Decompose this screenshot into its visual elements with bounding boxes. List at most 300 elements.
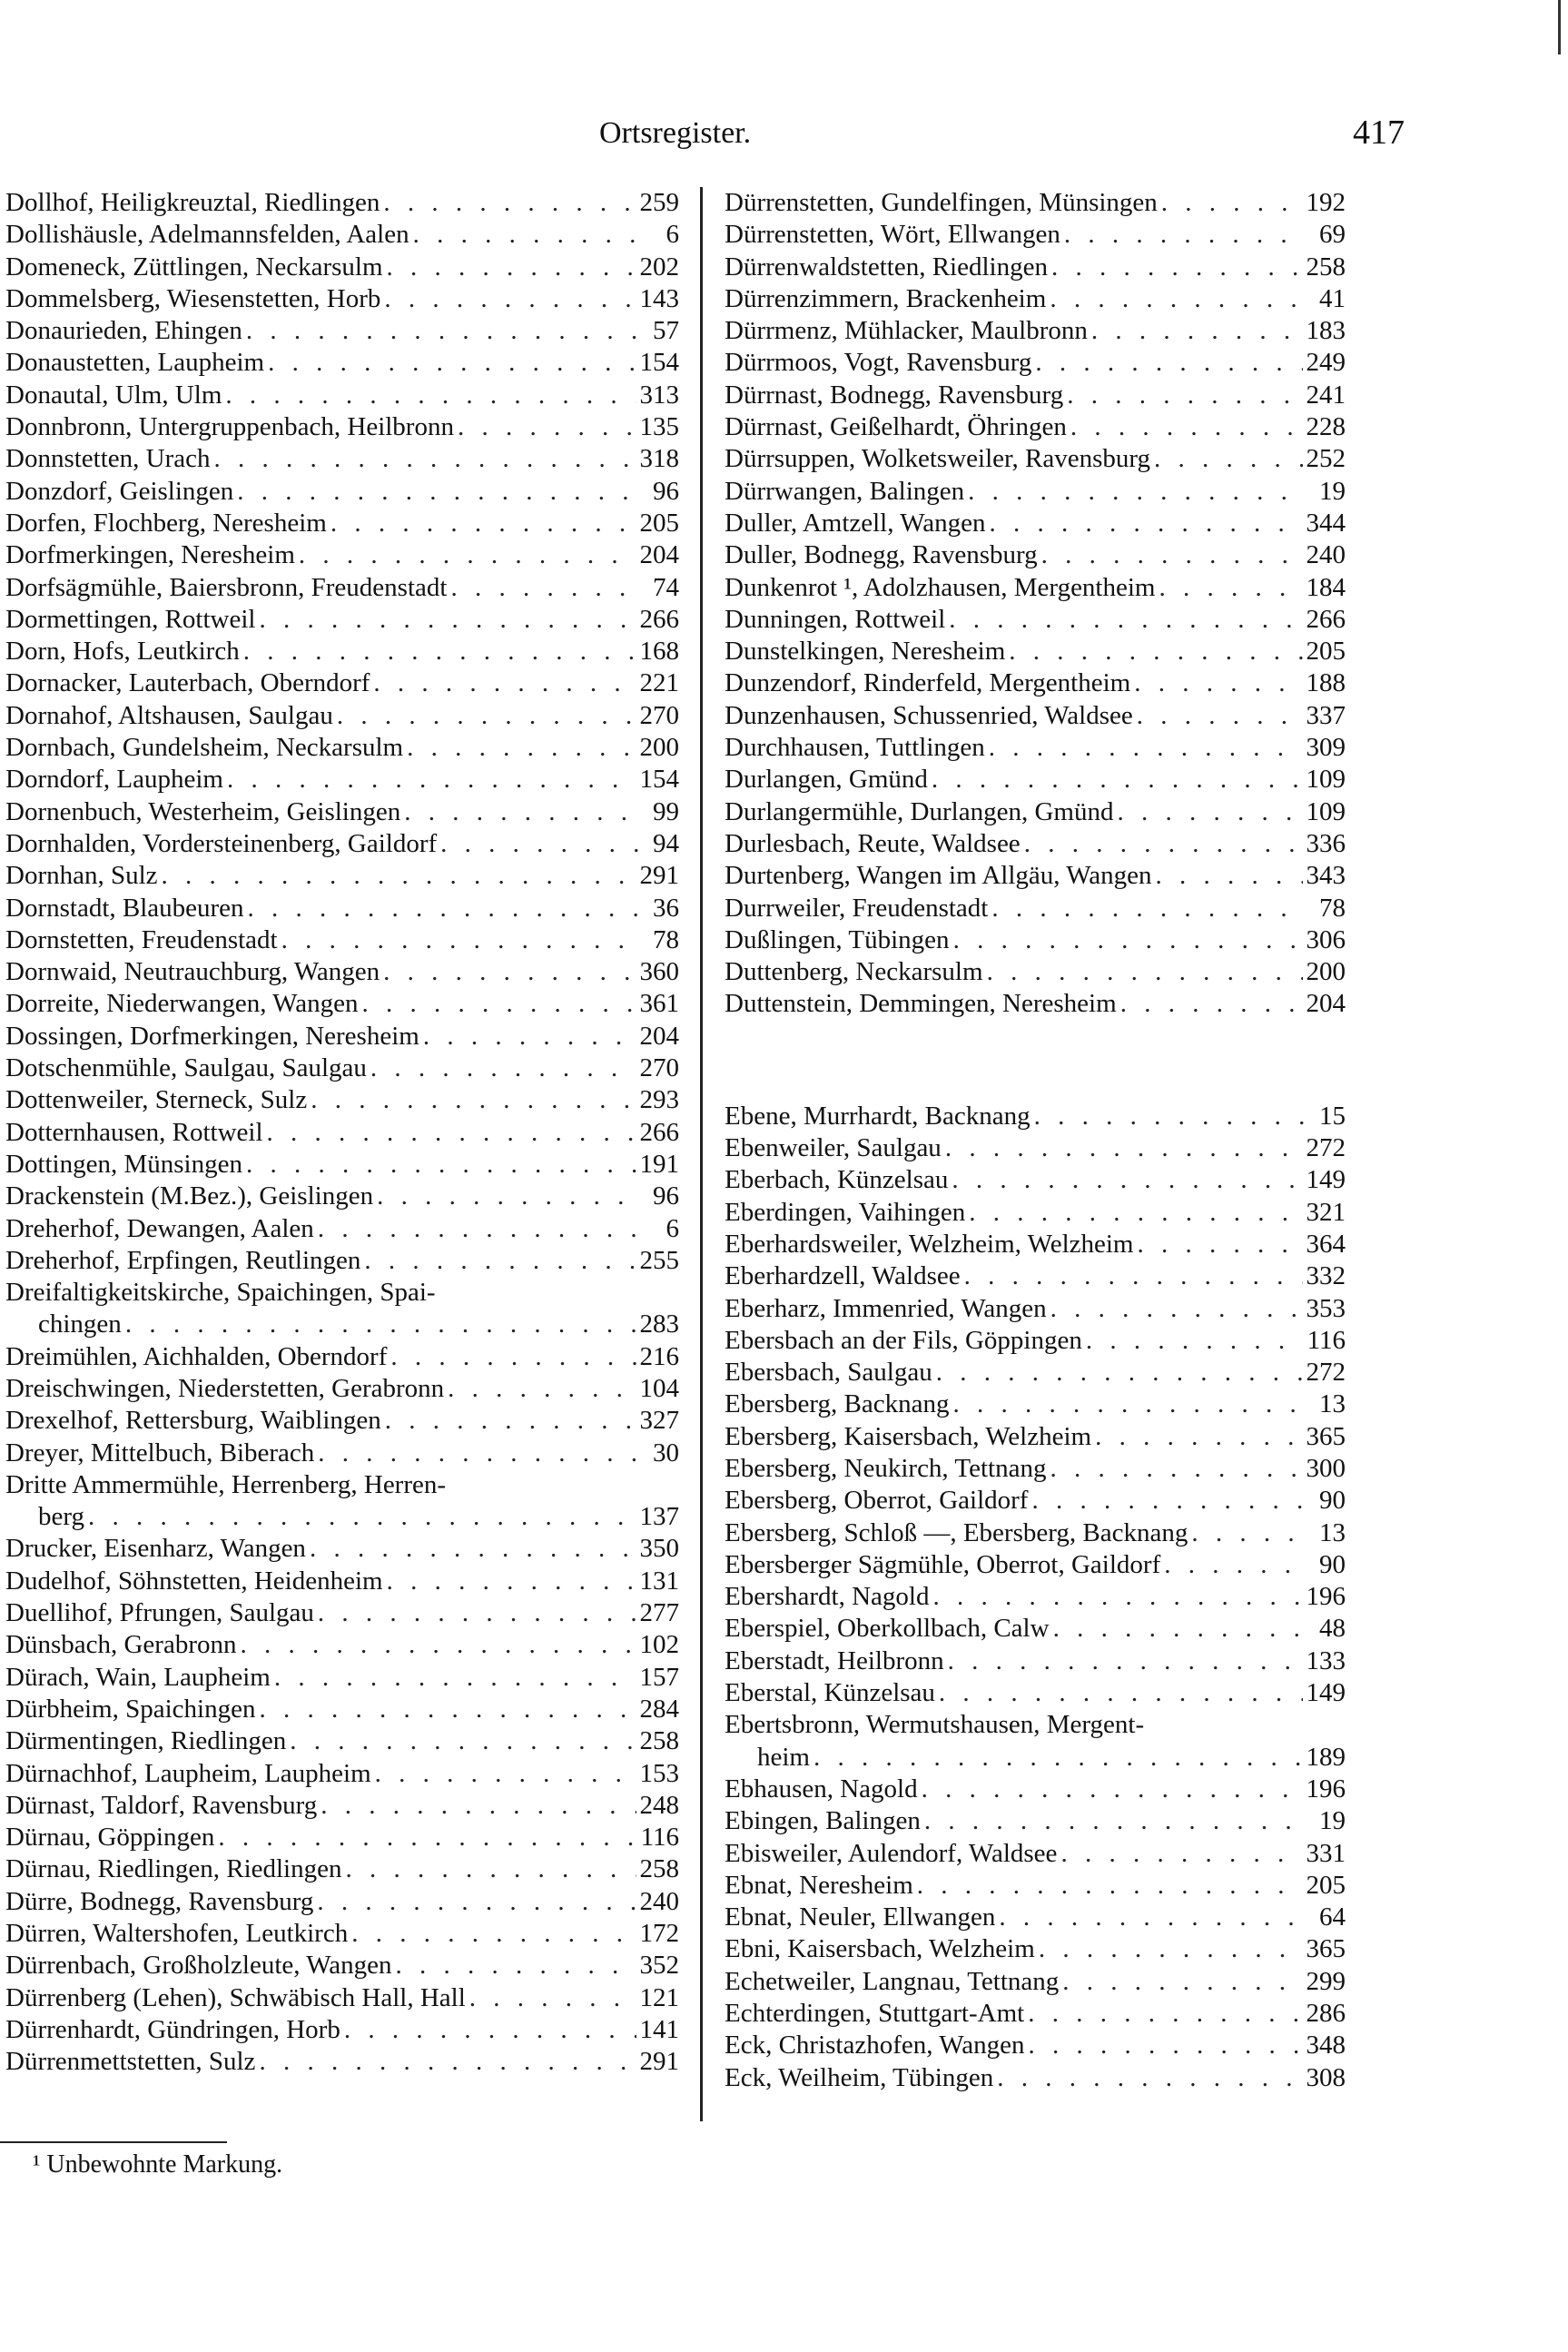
dot-leader: [997, 2062, 1302, 2094]
place-name: Dornahof, Altshausen, Saulgau: [5, 700, 333, 730]
index-entry: [725, 828, 1346, 860]
dot-leader: [1009, 636, 1302, 667]
place-name: Dorfmerkingen, Neresheim: [5, 540, 295, 570]
page-reference: 157: [639, 1662, 679, 1692]
dot-leader: [952, 1164, 1302, 1196]
page-reference: 277: [639, 1598, 679, 1628]
place-name: Dotternhausen, Rottweil: [5, 1117, 263, 1147]
page-reference: 248: [639, 1790, 679, 1820]
place-name: Ebingen, Balingen: [725, 1806, 921, 1836]
page-reference: 135: [639, 412, 679, 442]
place-name: Dornstetten, Freudenstadt: [5, 924, 278, 954]
place-name: Dollishäusle, Adelmannsfelden, Aalen: [5, 220, 409, 250]
page-reference: 57: [653, 316, 679, 346]
index-entry: [5, 1886, 679, 1918]
index-entry: [5, 1277, 679, 1309]
dot-leader: [1053, 1613, 1306, 1645]
dot-leader: [1051, 252, 1303, 283]
place-name: Dürrsuppen, Wolketsweiler, Ravensburg: [725, 444, 1151, 474]
page-reference: 13: [1319, 1517, 1346, 1547]
index-entry: [725, 1645, 1346, 1677]
place-name: Dreimühlen, Aichhalden, Oberndorf: [5, 1341, 388, 1371]
page-reference: 291: [639, 2047, 679, 2077]
footnote-rule: [0, 2141, 227, 2143]
place-name: Dunzenhausen, Schussenried, Waldsee: [725, 700, 1133, 730]
dot-leader: [1029, 2030, 1303, 2061]
place-name: Dunningen, Rottweil: [725, 604, 946, 634]
dot-leader: [1050, 1453, 1302, 1485]
index-entry: [5, 636, 679, 667]
index-entry: [725, 1581, 1346, 1613]
index-entry: [5, 315, 679, 347]
page-reference: 69: [1319, 220, 1346, 250]
place-name: Ebersberg, Oberrot, Gaildorf: [725, 1486, 1029, 1516]
page-reference: 36: [653, 893, 679, 923]
index-entry: [5, 1149, 679, 1181]
dot-leader: [218, 1822, 636, 1853]
place-name: Durrweiler, Freudenstadt: [725, 893, 989, 923]
place-name: Duller, Amtzell, Wangen: [725, 508, 986, 538]
dot-leader: [458, 411, 636, 443]
index-entry: [725, 1197, 1346, 1229]
page-reference: 74: [653, 572, 679, 602]
dot-leader: [390, 1341, 636, 1373]
place-name: Dürrwangen, Balingen: [725, 476, 965, 506]
index-entry: [725, 1293, 1346, 1325]
page-reference: 94: [653, 828, 679, 858]
page-reference: 96: [653, 1181, 679, 1211]
dot-leader: [259, 2046, 636, 2078]
dot-leader: [243, 636, 636, 667]
dot-leader: [240, 1629, 636, 1661]
index-entry: [5, 1725, 679, 1757]
dot-leader: [281, 924, 639, 956]
index-entry: [725, 1998, 1346, 2030]
dot-leader: [337, 700, 636, 732]
place-name: Dürmentingen, Riedlingen: [5, 1726, 287, 1756]
page-reference: 266: [639, 604, 679, 634]
place-name: Ebersbach an der Fils, Göppingen: [725, 1325, 1082, 1355]
place-name: Duttenberg, Neckarsulm: [725, 957, 983, 987]
place-name: Dürrenzimmern, Brackenheim: [725, 283, 1047, 313]
dot-leader: [969, 1197, 1302, 1229]
place-name: Dunstelkingen, Neresheim: [725, 637, 1006, 667]
dot-leader: [373, 667, 636, 699]
place-name: Eberhardsweiler, Welzheim, Welzheim: [725, 1229, 1134, 1259]
dot-leader: [375, 1758, 636, 1790]
place-name: Dorfsägmühle, Baiersbronn, Freudenstadt: [5, 572, 448, 602]
place-name: Ebnat, Neuler, Ellwangen: [725, 1902, 996, 1932]
index-entry: [725, 956, 1346, 988]
index-entry: [725, 2030, 1346, 2061]
index-entry: [5, 1758, 679, 1790]
dot-leader: [396, 1950, 636, 1981]
place-name: Durlangen, Gmünd: [725, 765, 928, 795]
place-name: Dunkenrot ¹, Adolzhausen, Mergentheim: [725, 572, 1156, 602]
page-reference: 99: [653, 796, 679, 826]
place-name: Donaurieden, Ehingen: [5, 316, 242, 346]
dot-leader: [384, 283, 636, 315]
page-reference: 96: [653, 476, 679, 506]
index-entry: [5, 1629, 679, 1661]
index-entry: [725, 539, 1346, 571]
index-entry: [5, 1662, 679, 1694]
place-name: Dürnast, Taldorf, Ravensburg: [5, 1790, 318, 1820]
index-entry: [725, 252, 1346, 283]
dot-leader: [448, 1373, 636, 1405]
dot-leader: [162, 860, 636, 892]
dot-leader: [1164, 1549, 1306, 1581]
place-name: chingen: [38, 1309, 122, 1339]
place-name: Donautal, Ulm, Ulm: [5, 380, 222, 410]
page-reference: 19: [1319, 1806, 1346, 1836]
place-name: Dornbach, Gundelsheim, Neckarsulm: [5, 733, 404, 763]
index-entry: [5, 1181, 679, 1212]
dot-leader: [1137, 1229, 1302, 1260]
index-entry: [5, 1853, 679, 1885]
dot-leader: [330, 508, 636, 539]
place-name: Dorfen, Flochberg, Neresheim: [5, 508, 327, 538]
page-reference: 258: [639, 1854, 679, 1884]
page-reference: 313: [639, 380, 679, 410]
dot-leader: [933, 1581, 1303, 1613]
page-reference: 205: [639, 508, 679, 538]
place-name: Eck, Weilheim, Tübingen: [725, 2062, 994, 2092]
dot-leader: [1067, 380, 1302, 411]
dot-leader: [387, 252, 636, 283]
page-reference: 131: [639, 1566, 679, 1596]
index-entry: [5, 924, 679, 956]
place-name: Dürnachhof, Laupheim, Laupheim: [5, 1758, 371, 1788]
index-entry: [725, 1677, 1346, 1709]
place-name: Durlesbach, Reute, Waldsee: [725, 828, 1021, 858]
dot-leader: [377, 1181, 639, 1212]
place-name: Dornenbuch, Westerheim, Geislingen: [5, 796, 401, 826]
place-name: Ebhausen, Nagold: [725, 1774, 918, 1804]
index-entry: [725, 508, 1346, 539]
page-reference: 196: [1306, 1582, 1346, 1612]
index-entry: [5, 539, 679, 571]
place-name: Dorn, Hofs, Leutkirch: [5, 637, 240, 667]
page-reference: 121: [639, 1982, 679, 2012]
place-name: Dürrmenz, Mühlacker, Maulbronn: [725, 316, 1088, 346]
place-name: Eberbach, Künzelsau: [725, 1165, 949, 1195]
dot-leader: [917, 1870, 1303, 1902]
dot-leader: [450, 572, 639, 604]
page-reference: 283: [639, 1309, 679, 1339]
place-name: Ebene, Murrhardt, Backnang: [725, 1101, 1031, 1131]
dot-leader: [290, 1725, 636, 1757]
dot-leader: [227, 764, 636, 796]
place-name: Dornwaid, Neutrauchburg, Wangen: [5, 957, 380, 987]
index-entry: [725, 347, 1346, 379]
place-name: Ebersberg, Kaisersbach, Welzheim: [725, 1421, 1092, 1451]
page-reference: 252: [1306, 444, 1346, 474]
page-reference: 200: [1306, 957, 1346, 987]
place-name: Ebenweiler, Saulgau: [725, 1133, 942, 1163]
place-name: Dornacker, Lauterbach, Oberndorf: [5, 668, 370, 698]
page-reference: 200: [639, 733, 679, 763]
page-reference: 266: [639, 1117, 679, 1147]
page-reference: 188: [1306, 668, 1346, 698]
index-entry: [725, 1421, 1346, 1453]
place-name: Dürrenmettstetten, Sulz: [5, 2047, 256, 2077]
page-reference: 221: [639, 668, 679, 698]
place-name: Dreyer, Mittelbuch, Biberach: [5, 1438, 315, 1468]
dot-leader: [318, 1213, 639, 1245]
place-name: Ebersbach, Saulgau: [725, 1358, 932, 1388]
dot-leader: [953, 1388, 1307, 1420]
page-reference: 90: [1319, 1549, 1346, 1579]
index-entry: [5, 796, 679, 828]
page-reference: 6: [666, 220, 679, 250]
index-entry: [5, 988, 679, 1020]
index-entry: [725, 1805, 1346, 1837]
dot-leader: [1120, 988, 1303, 1020]
dot-leader: [922, 1774, 1303, 1805]
place-name: Dürbheim, Spaichingen: [5, 1694, 256, 1724]
place-name: Eberstal, Künzelsau: [725, 1678, 935, 1708]
dot-leader: [1024, 828, 1303, 860]
dot-leader: [1117, 796, 1302, 828]
index-entry: [725, 604, 1346, 636]
index-entry: [5, 2014, 679, 2046]
page-reference: 240: [1306, 540, 1346, 570]
index-entry: [725, 1453, 1346, 1485]
dot-leader: [936, 1357, 1303, 1388]
dot-leader: [268, 347, 636, 379]
place-name: Dottenweiler, Sterneck, Sulz: [5, 1085, 308, 1115]
dot-leader: [404, 796, 639, 828]
page-reference: 216: [639, 1341, 679, 1371]
index-entry: [725, 443, 1346, 475]
dot-leader: [364, 1245, 636, 1277]
page-reference: 309: [1306, 733, 1346, 763]
page-reference: 249: [1306, 348, 1346, 378]
dot-leader: [383, 956, 636, 988]
dot-leader: [1159, 572, 1302, 604]
dot-leader: [1050, 1293, 1303, 1325]
page-reference: 143: [639, 283, 679, 313]
page-reference: 272: [1306, 1358, 1346, 1388]
index-entry: [725, 700, 1346, 732]
index-entry: [5, 1918, 679, 1950]
index-entry: [725, 572, 1346, 604]
place-name: Dürrenbach, Großholzleute, Wangen: [5, 1951, 392, 1981]
dot-leader: [383, 187, 636, 219]
dot-leader: [932, 764, 1303, 796]
index-entry: [5, 828, 679, 860]
place-name: Dürrmoos, Vogt, Ravensburg: [725, 348, 1032, 378]
dot-leader: [299, 539, 636, 571]
place-name: Dürnau, Göppingen: [5, 1823, 215, 1853]
index-entry: [5, 1052, 679, 1084]
dot-leader: [88, 1501, 636, 1533]
dot-leader: [1191, 1517, 1306, 1549]
place-name: Dornhalden, Vordersteinenberg, Gaildorf: [5, 828, 438, 858]
place-name: Duttenstein, Demmingen, Neresheim: [725, 989, 1117, 1019]
index-entry: [725, 1229, 1346, 1260]
index-entry: [5, 572, 679, 604]
index-entry: [5, 1694, 679, 1725]
page-reference: 327: [639, 1406, 679, 1436]
index-entry: [5, 667, 679, 699]
running-header: Ortsregister.: [599, 116, 752, 150]
index-entry: [5, 700, 679, 732]
dot-leader: [361, 988, 636, 1020]
page-reference: 153: [639, 1758, 679, 1788]
index-entry: [5, 1021, 679, 1052]
place-name: Eberstadt, Heilbronn: [725, 1645, 944, 1675]
index-entry: [5, 411, 679, 443]
dot-leader: [246, 315, 639, 347]
place-name: Dorreite, Niederwangen, Wangen: [5, 989, 359, 1019]
place-name: Eberhardzell, Waldsee: [725, 1261, 961, 1291]
place-name: Eberharz, Immenried, Wangen: [725, 1293, 1047, 1323]
index-entry: [5, 1405, 679, 1437]
page-reference: 64: [1319, 1902, 1346, 1932]
page-reference: 300: [1306, 1453, 1346, 1483]
dot-leader: [440, 828, 639, 860]
page-reference: 255: [639, 1245, 679, 1275]
index-entry: [725, 1132, 1346, 1164]
place-name: Dudelhof, Söhnstetten, Heidenheim: [5, 1566, 383, 1596]
dot-leader: [1031, 1485, 1306, 1517]
dot-leader: [948, 1645, 1303, 1677]
dot-leader: [267, 1117, 636, 1149]
place-name: Dürach, Wain, Laupheim: [5, 1662, 271, 1692]
index-entry: [725, 1517, 1346, 1549]
dot-leader: [1060, 1838, 1302, 1870]
page-reference: 204: [639, 540, 679, 570]
dot-leader: [344, 2014, 636, 2046]
page-reference: 196: [1306, 1774, 1346, 1804]
page-reference: 149: [1306, 1165, 1346, 1195]
place-name: Dormettingen, Rottweil: [5, 604, 256, 634]
dot-leader: [1095, 1421, 1302, 1453]
page-number: 417: [1353, 114, 1405, 152]
page-reference: 19: [1319, 476, 1346, 506]
index-column-left: [5, 187, 679, 2079]
page-reference: 240: [639, 1886, 679, 1916]
dot-leader: [1161, 187, 1303, 219]
index-entry: [725, 636, 1346, 667]
index-entry: [725, 764, 1346, 796]
dot-leader: [1041, 539, 1303, 571]
place-name: Dornhan, Sulz: [5, 861, 158, 891]
page-reference: 266: [1306, 604, 1346, 634]
index-entry: [725, 1101, 1346, 1132]
index-entry: [5, 1950, 679, 1981]
page-reference: 365: [1306, 1934, 1346, 1964]
dot-leader: [351, 1918, 636, 1950]
place-name: Dreischwingen, Niederstetten, Gerabronn: [5, 1373, 445, 1403]
dot-leader: [318, 1438, 639, 1469]
dot-leader: [949, 604, 1302, 636]
place-name: Dürnau, Riedlingen, Riedlingen: [5, 1854, 342, 1884]
place-name: Ebni, Kaisersbach, Welzheim: [725, 1934, 1035, 1964]
page-reference: 272: [1306, 1133, 1346, 1163]
index-entry: [5, 956, 679, 988]
place-name: Dunzendorf, Rinderfeld, Mergentheim: [725, 668, 1131, 698]
place-name: Drackenstein (M.Bez.), Geislingen: [5, 1181, 374, 1211]
dot-leader: [274, 1662, 636, 1694]
index-entry: [5, 1822, 679, 1853]
page-reference: 291: [639, 861, 679, 891]
page-reference: 116: [640, 1823, 679, 1853]
dot-leader: [814, 1742, 1303, 1774]
index-entry: [725, 1325, 1346, 1357]
page-reference: 308: [1306, 2062, 1346, 2092]
dot-leader: [248, 893, 639, 924]
place-name: Ebisweiler, Aulendorf, Waldsee: [725, 1838, 1058, 1868]
page-reference: 350: [639, 1534, 679, 1564]
index-entry: [725, 924, 1346, 956]
place-name: Dürrnast, Bodnegg, Ravensburg: [725, 380, 1064, 410]
page-reference: 352: [639, 1951, 679, 1981]
dot-leader: [1070, 411, 1303, 443]
page-reference: 318: [639, 444, 679, 474]
dot-leader: [991, 893, 1306, 924]
index-entry: [725, 1613, 1346, 1645]
place-name: Echetweiler, Langnau, Tettnang: [725, 1966, 1060, 1996]
page-reference: 337: [1306, 700, 1346, 730]
place-name: Ebersberg, Neukirch, Tettnang: [725, 1453, 1047, 1483]
place-name: Durchhausen, Tuttlingen: [725, 733, 985, 763]
place-name: Ebersberg, Schloß —, Ebersberg, Backnang: [725, 1517, 1188, 1547]
page-reference: 365: [1306, 1421, 1346, 1451]
scan-edge: [1558, 0, 1561, 54]
index-entry: [5, 1341, 679, 1373]
page-reference: 13: [1319, 1389, 1346, 1419]
place-name: Durtenberg, Wangen im Allgäu, Wangen: [725, 861, 1152, 891]
index-entry: [5, 187, 679, 219]
place-name: Eck, Christazhofen, Wangen: [725, 2031, 1025, 2060]
page-reference: 284: [639, 1694, 679, 1724]
dot-leader: [246, 1149, 636, 1181]
index-entry: [5, 1084, 679, 1116]
dot-leader: [924, 1805, 1306, 1837]
dot-leader: [214, 443, 636, 475]
page-reference: 321: [1306, 1197, 1346, 1227]
page-reference: 78: [1319, 893, 1346, 923]
page-reference: 109: [1306, 796, 1346, 826]
place-name: Dornstadt, Blaubeuren: [5, 893, 244, 923]
dot-leader: [1091, 315, 1303, 347]
index-entry: [725, 476, 1346, 508]
place-name: Duellihof, Pfrungen, Saulgau: [5, 1598, 314, 1628]
place-name: Dürrenberg (Lehen), Schwäbisch Hall, Hall: [5, 1982, 466, 2012]
page-reference: 102: [639, 1630, 679, 1660]
dot-leader: [1154, 443, 1302, 475]
dot-leader: [259, 1694, 636, 1725]
place-name: Dossingen, Dorfmerkingen, Neresheim: [5, 1021, 419, 1051]
index-entry: [725, 1485, 1346, 1517]
page-reference: 293: [639, 1085, 679, 1115]
dot-leader: [317, 1886, 636, 1918]
place-name: Dottingen, Münsingen: [5, 1149, 242, 1179]
dot-leader: [953, 924, 1303, 956]
dot-leader: [945, 1132, 1303, 1164]
dot-leader: [318, 1597, 636, 1629]
page-reference: 202: [639, 252, 679, 282]
page-reference: 286: [1306, 1999, 1346, 2029]
dot-leader: [939, 1677, 1303, 1709]
place-name: Dürrenhardt, Gündringen, Horb: [5, 2014, 340, 2044]
page-reference: 332: [1306, 1261, 1346, 1291]
page-reference: 149: [1306, 1678, 1346, 1708]
page-reference: 172: [639, 1919, 679, 1949]
